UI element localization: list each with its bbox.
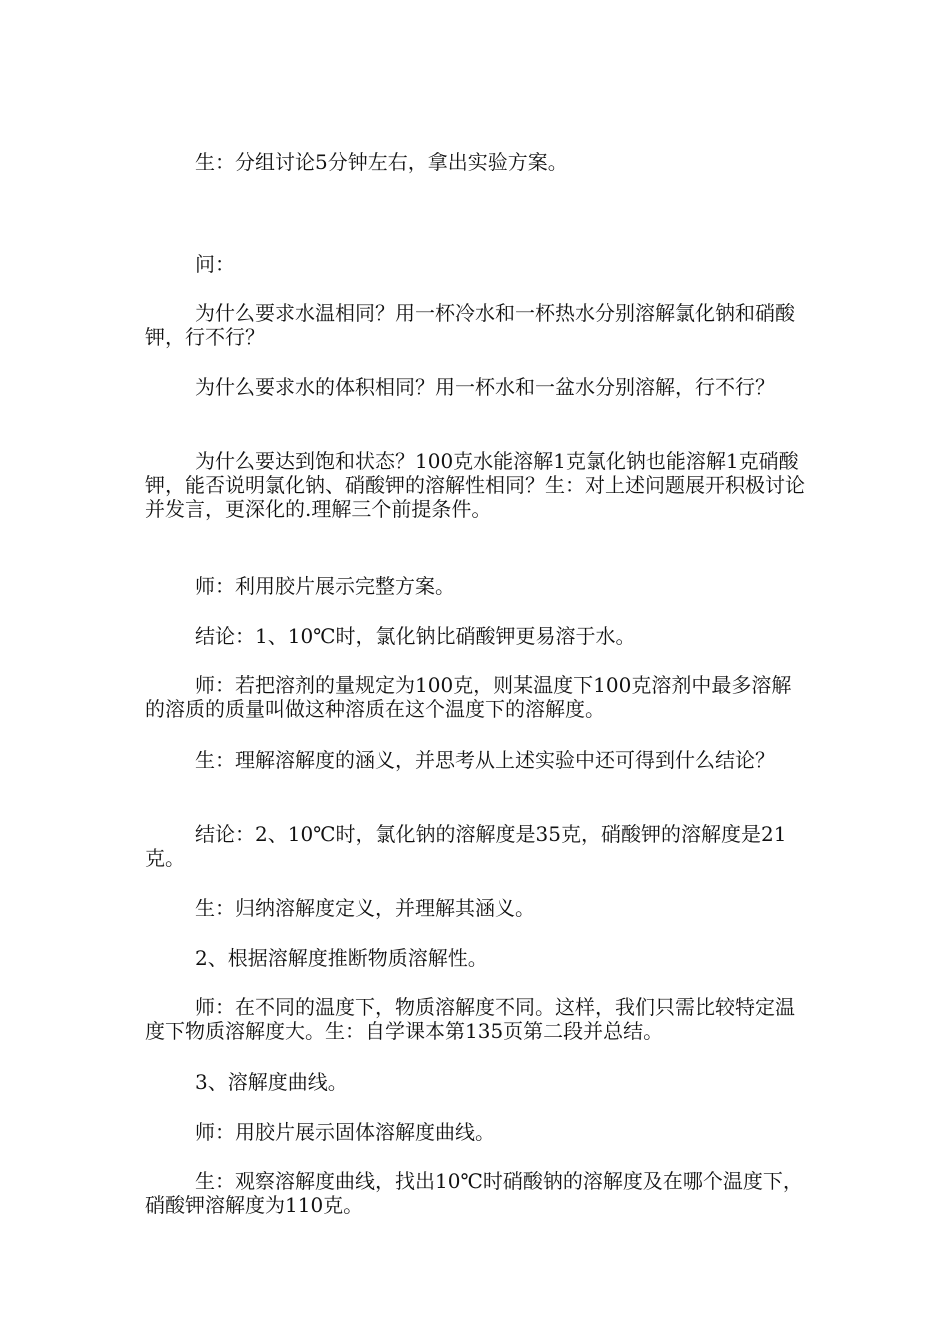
paragraph: 2、根据溶解度推断物质溶解性。 (195, 946, 488, 970)
paragraph: 师：用胶片展示固体溶解度曲线。 (195, 1120, 495, 1144)
paragraph: 问： (195, 252, 235, 276)
paragraph: 为什么要求水的体积相同？用一杯水和一盆水分别溶解，行不行？ (195, 375, 775, 399)
paragraph: 为什么要求水温相同？用一杯冷水和一杯热水分别溶解氯化钠和硝酸钾，行不行？ (145, 301, 795, 349)
paragraph: 生：理解溶解度的涵义，并思考从上述实验中还可得到什么结论？ (195, 748, 775, 772)
paragraph: 生：归纳溶解度定义，并理解其涵义。 (195, 896, 535, 920)
paragraph: 师：利用胶片展示完整方案。 (195, 574, 455, 598)
paragraph: 生：观察溶解度曲线，找出10℃时硝酸钠的溶解度及在哪个温度下，硝酸钾溶解度为110克。 (145, 1169, 803, 1217)
paragraph: 结论：1、10℃时，氯化钠比硝酸钾更易溶于水。 (195, 624, 636, 648)
paragraph: 为什么要达到饱和状态？100克水能溶解1克氯化钠也能溶解1克硝酸钾，能否说明氯化钠、硝酸钾的溶解性相同？生：对上述问题展开积极讨论并发言，更深化的.理解三个前提条件。 (145, 449, 805, 521)
paragraph: 师：若把溶剂的量规定为100克，则某温度下100克溶剂中最多溶解的溶质的质量叫做这种溶质在这个温度下的溶解度。 (145, 673, 792, 721)
paragraph: 师：在不同的温度下，物质溶解度不同。这样，我们只需比较特定温度下物质溶解度大。生：自学课本第135页第二段并总结。 (145, 995, 795, 1043)
paragraph: 生：分组讨论5分钟左右，拿出实验方案。 (195, 150, 568, 174)
paragraph: 3、溶解度曲线。 (195, 1070, 348, 1094)
paragraph: 结论：2、10℃时，氯化钠的溶解度是35克，硝酸钾的溶解度是21克。 (145, 822, 787, 870)
